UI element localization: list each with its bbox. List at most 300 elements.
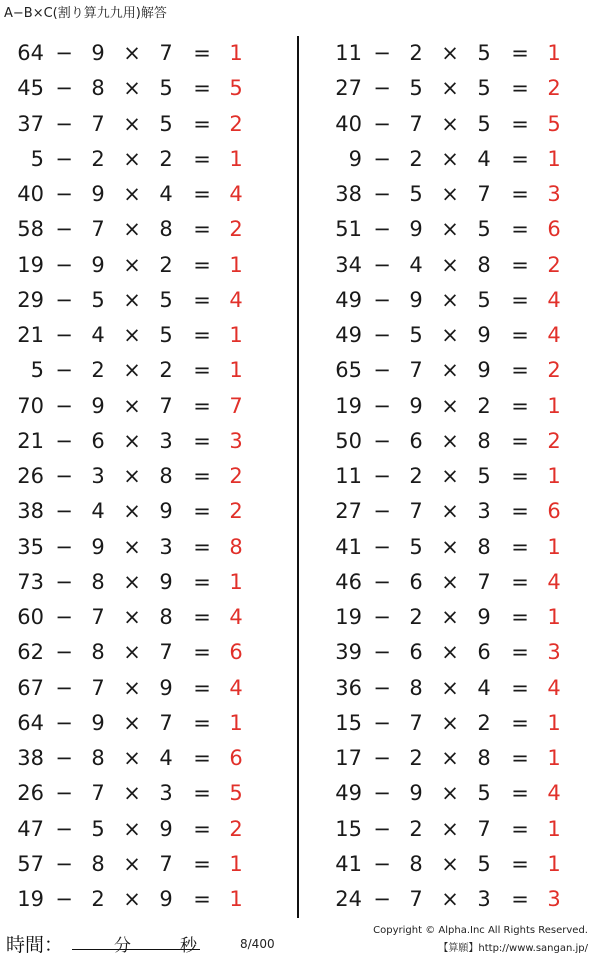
operand-a: 21 (17, 428, 44, 453)
problem-row (318, 812, 598, 847)
operand-a: 9 (348, 146, 362, 171)
operand-a: 19 (17, 252, 44, 277)
answer: 5 (547, 111, 561, 136)
times-sign: × (123, 358, 141, 383)
operand-b: 8 (91, 746, 105, 770)
operand-b: 7 (409, 499, 423, 524)
operand-b: 8 (409, 675, 423, 700)
equals-sign: = (511, 675, 529, 700)
problem-row (318, 459, 598, 494)
times-sign: × (123, 675, 141, 700)
answer: 1 (547, 464, 561, 488)
times-sign: × (441, 605, 459, 629)
times-sign: × (441, 569, 459, 594)
answer: 5 (229, 76, 243, 101)
equals-sign: = (193, 710, 211, 735)
minus-sign: − (373, 710, 391, 735)
operand-a: 73 (17, 569, 44, 594)
equals-sign: = (193, 146, 211, 171)
operand-b: 9 (91, 252, 105, 277)
minus-sign: − (373, 569, 391, 594)
operand-c: 9 (159, 675, 173, 700)
page-number: 8/400 (240, 937, 275, 951)
operand-b: 8 (91, 851, 105, 876)
operand-b: 7 (409, 358, 423, 383)
operand-c: 5 (477, 76, 491, 101)
answer: 4 (547, 781, 561, 806)
operand-a: 19 (335, 605, 362, 629)
problem-row (0, 459, 280, 494)
operand-a: 38 (335, 182, 362, 206)
operand-b: 2 (409, 464, 423, 488)
equals-sign: = (511, 287, 529, 312)
equals-sign: = (511, 41, 529, 65)
equals-sign: = (193, 781, 211, 806)
equals-sign: = (511, 358, 529, 383)
minus-sign: − (373, 217, 391, 242)
operand-a: 57 (17, 851, 44, 876)
equals-sign: = (511, 323, 529, 347)
problem-row (318, 283, 598, 318)
minus-sign: − (373, 887, 391, 911)
problem-row (318, 212, 598, 247)
operand-b: 5 (409, 323, 423, 347)
equals-sign: = (193, 217, 211, 242)
operand-b: 9 (409, 217, 423, 242)
times-sign: × (441, 76, 459, 101)
operand-a: 11 (335, 464, 362, 488)
answer: 1 (229, 323, 243, 347)
operand-c: 5 (159, 76, 173, 101)
answer: 2 (229, 464, 243, 488)
answer: 4 (229, 287, 243, 312)
answer: 4 (547, 287, 561, 312)
minus-sign: − (55, 675, 73, 700)
equals-sign: = (193, 887, 211, 911)
problem-row (318, 600, 598, 635)
operand-b: 2 (91, 887, 105, 911)
minus-sign: − (55, 816, 73, 841)
answer: 1 (229, 41, 243, 65)
operand-b: 8 (91, 640, 105, 665)
operand-c: 3 (477, 887, 491, 911)
operand-a: 49 (335, 287, 362, 312)
operand-c: 2 (159, 252, 173, 277)
operand-b: 9 (91, 41, 105, 65)
times-sign: × (441, 781, 459, 806)
operand-a: 38 (17, 746, 44, 770)
problem-row (0, 248, 280, 283)
equals-sign: = (193, 428, 211, 453)
equals-sign: = (511, 217, 529, 242)
problem-row (0, 530, 280, 565)
operand-a: 50 (335, 428, 362, 453)
times-sign: × (123, 499, 141, 524)
operand-a: 47 (17, 816, 44, 841)
times-sign: × (123, 217, 141, 242)
operand-c: 4 (159, 746, 173, 770)
problem-row (318, 142, 598, 177)
operand-c: 5 (159, 323, 173, 347)
answer: 6 (547, 499, 561, 524)
problem-row (318, 635, 598, 670)
operand-a: 24 (335, 887, 362, 911)
operand-c: 5 (477, 851, 491, 876)
answer: 2 (547, 252, 561, 277)
operand-a: 15 (335, 710, 362, 735)
minus-sign: − (373, 640, 391, 665)
answer: 1 (229, 710, 243, 735)
operand-c: 7 (159, 393, 173, 418)
equals-sign: = (193, 851, 211, 876)
operand-a: 40 (17, 182, 44, 206)
problem-row (0, 565, 280, 600)
operand-a: 49 (335, 323, 362, 347)
minus-sign: − (55, 428, 73, 453)
minus-sign: − (373, 534, 391, 559)
answer: 2 (547, 428, 561, 453)
equals-sign: = (193, 393, 211, 418)
equals-sign: = (511, 746, 529, 770)
equals-sign: = (193, 746, 211, 770)
times-sign: × (123, 816, 141, 841)
minus-sign: − (55, 182, 73, 206)
minus-sign: − (55, 217, 73, 242)
answer: 4 (229, 605, 243, 629)
times-sign: × (123, 252, 141, 277)
minus-sign: − (373, 287, 391, 312)
answer: 2 (229, 499, 243, 524)
problem-row (0, 177, 280, 212)
equals-sign: = (193, 569, 211, 594)
answer: 3 (547, 887, 561, 911)
equals-sign: = (511, 816, 529, 841)
answer: 6 (547, 217, 561, 242)
minus-sign: − (55, 76, 73, 101)
equals-sign: = (511, 851, 529, 876)
equals-sign: = (193, 640, 211, 665)
minus-sign: − (373, 746, 391, 770)
operand-c: 9 (477, 605, 491, 629)
answer: 1 (229, 569, 243, 594)
problem-row (0, 107, 280, 142)
minus-sign: − (373, 464, 391, 488)
times-sign: × (123, 710, 141, 735)
problem-row (318, 36, 598, 71)
problem-row (0, 283, 280, 318)
equals-sign: = (511, 605, 529, 629)
operand-b: 9 (91, 534, 105, 559)
copyright-text: Copyright © Alpha.Inc All Rights Reserved. (373, 925, 588, 936)
operand-b: 4 (91, 499, 105, 524)
minus-sign: − (373, 76, 391, 101)
operand-b: 2 (409, 746, 423, 770)
equals-sign: = (511, 146, 529, 171)
operand-b: 7 (409, 887, 423, 911)
operand-c: 9 (477, 323, 491, 347)
problem-row (0, 36, 280, 71)
problem-row (0, 635, 280, 670)
problem-row (318, 107, 598, 142)
minus-sign: − (55, 569, 73, 594)
times-sign: × (441, 887, 459, 911)
problem-row (0, 671, 280, 706)
operand-b: 8 (409, 851, 423, 876)
equals-sign: = (511, 76, 529, 101)
operand-b: 6 (409, 640, 423, 665)
operand-c: 5 (477, 217, 491, 242)
minus-sign: − (55, 41, 73, 65)
operand-c: 9 (159, 816, 173, 841)
operand-a: 5 (30, 358, 44, 383)
problem-row (318, 530, 598, 565)
problem-row (0, 212, 280, 247)
problem-row (318, 741, 598, 776)
operand-c: 3 (159, 781, 173, 806)
operand-a: 45 (17, 76, 44, 101)
times-sign: × (441, 323, 459, 347)
operand-b: 7 (409, 111, 423, 136)
problem-row (318, 389, 598, 424)
minus-sign: − (55, 710, 73, 735)
operand-c: 5 (159, 111, 173, 136)
equals-sign: = (511, 781, 529, 806)
answer: 2 (229, 111, 243, 136)
operand-c: 5 (159, 287, 173, 312)
times-sign: × (123, 182, 141, 206)
operand-b: 8 (91, 76, 105, 101)
times-sign: × (441, 464, 459, 488)
operand-a: 11 (335, 41, 362, 65)
operand-b: 5 (91, 287, 105, 312)
page-title: A−B×C(割り算九九用)解答 (4, 6, 167, 21)
problem-row (0, 389, 280, 424)
times-sign: × (123, 781, 141, 806)
operand-c: 2 (477, 710, 491, 735)
operand-c: 9 (477, 358, 491, 383)
times-sign: × (123, 146, 141, 171)
operand-a: 38 (17, 499, 44, 524)
problem-row (318, 177, 598, 212)
operand-c: 7 (159, 710, 173, 735)
operand-a: 36 (335, 675, 362, 700)
times-sign: × (441, 182, 459, 206)
answer: 4 (547, 569, 561, 594)
equals-sign: = (511, 252, 529, 277)
minus-sign: − (373, 41, 391, 65)
operand-c: 7 (477, 816, 491, 841)
operand-c: 8 (159, 217, 173, 242)
minutes-label: 分 (114, 936, 131, 956)
times-sign: × (123, 111, 141, 136)
answer: 7 (229, 393, 243, 418)
times-sign: × (441, 640, 459, 665)
times-sign: × (123, 41, 141, 65)
minus-sign: − (55, 393, 73, 418)
operand-c: 7 (159, 41, 173, 65)
times-sign: × (441, 816, 459, 841)
equals-sign: = (193, 358, 211, 383)
operand-b: 7 (91, 781, 105, 806)
operand-b: 7 (91, 217, 105, 242)
operand-a: 21 (17, 323, 44, 347)
operand-c: 9 (159, 569, 173, 594)
minus-sign: − (55, 464, 73, 488)
minus-sign: − (373, 146, 391, 171)
operand-a: 17 (335, 746, 362, 770)
problem-row (0, 882, 280, 917)
problem-row (0, 142, 280, 177)
operand-c: 4 (477, 146, 491, 171)
times-sign: × (123, 746, 141, 770)
operand-b: 9 (91, 710, 105, 735)
operand-b: 4 (409, 252, 423, 277)
operand-c: 2 (477, 393, 491, 418)
minus-sign: − (55, 640, 73, 665)
operand-c: 5 (477, 781, 491, 806)
minus-sign: − (55, 111, 73, 136)
operand-c: 2 (159, 358, 173, 383)
answer: 4 (229, 182, 243, 206)
minus-sign: − (55, 499, 73, 524)
problem-row (0, 706, 280, 741)
answer: 5 (229, 781, 243, 806)
operand-a: 46 (335, 569, 362, 594)
minus-sign: − (55, 323, 73, 347)
times-sign: × (441, 358, 459, 383)
operand-c: 3 (159, 534, 173, 559)
operand-a: 40 (335, 111, 362, 136)
operand-b: 6 (91, 428, 105, 453)
equals-sign: = (511, 499, 529, 524)
minus-sign: − (55, 358, 73, 383)
equals-sign: = (193, 76, 211, 101)
answer: 6 (229, 640, 243, 665)
times-sign: × (441, 710, 459, 735)
answer: 2 (547, 358, 561, 383)
times-sign: × (123, 887, 141, 911)
operand-a: 41 (335, 534, 362, 559)
problem-row (0, 318, 280, 353)
times-sign: × (441, 287, 459, 312)
operand-c: 8 (159, 605, 173, 629)
minus-sign: − (373, 675, 391, 700)
minus-sign: − (373, 781, 391, 806)
operand-a: 70 (17, 393, 44, 418)
operand-b: 6 (409, 569, 423, 594)
operand-a: 62 (17, 640, 44, 665)
operand-b: 5 (409, 534, 423, 559)
equals-sign: = (193, 252, 211, 277)
problem-row (318, 847, 598, 882)
answer: 4 (229, 675, 243, 700)
operand-b: 2 (91, 146, 105, 171)
problem-row (0, 424, 280, 459)
answer: 2 (229, 816, 243, 841)
operand-a: 65 (335, 358, 362, 383)
times-sign: × (123, 76, 141, 101)
operand-c: 7 (477, 569, 491, 594)
problem-row (318, 494, 598, 529)
answer: 4 (547, 675, 561, 700)
equals-sign: = (511, 710, 529, 735)
operand-c: 6 (477, 640, 491, 665)
right-problem-column (318, 36, 598, 917)
times-sign: × (441, 534, 459, 559)
equals-sign: = (511, 534, 529, 559)
operand-b: 8 (91, 569, 105, 594)
problem-row (0, 812, 280, 847)
operand-b: 2 (409, 146, 423, 171)
answer: 1 (229, 252, 243, 277)
problem-row (318, 424, 598, 459)
times-sign: × (123, 393, 141, 418)
operand-a: 27 (335, 499, 362, 524)
equals-sign: = (511, 569, 529, 594)
times-sign: × (123, 428, 141, 453)
operand-a: 19 (335, 393, 362, 418)
operand-a: 26 (17, 781, 44, 806)
answer: 1 (547, 534, 561, 559)
operand-a: 35 (17, 534, 44, 559)
operand-c: 2 (159, 146, 173, 171)
operand-c: 8 (477, 534, 491, 559)
operand-c: 8 (477, 428, 491, 453)
minus-sign: − (373, 816, 391, 841)
minus-sign: − (55, 534, 73, 559)
answer: 1 (547, 605, 561, 629)
times-sign: × (441, 499, 459, 524)
minus-sign: − (373, 499, 391, 524)
operand-a: 41 (335, 851, 362, 876)
problem-row (0, 494, 280, 529)
answer: 1 (229, 887, 243, 911)
equals-sign: = (511, 464, 529, 488)
operand-a: 64 (17, 710, 44, 735)
answer: 3 (547, 182, 561, 206)
minus-sign: − (373, 851, 391, 876)
minus-sign: − (55, 781, 73, 806)
operand-c: 4 (477, 675, 491, 700)
minus-sign: − (373, 605, 391, 629)
answer: 1 (547, 851, 561, 876)
operand-a: 49 (335, 781, 362, 806)
answer: 1 (547, 146, 561, 171)
operand-b: 9 (91, 182, 105, 206)
problem-row (0, 600, 280, 635)
operand-a: 64 (17, 41, 44, 65)
answer: 3 (229, 428, 243, 453)
minus-sign: − (373, 428, 391, 453)
operand-c: 5 (477, 41, 491, 65)
column-divider (297, 36, 299, 918)
seconds-label: 秒 (180, 936, 197, 956)
times-sign: × (441, 111, 459, 136)
minus-sign: − (373, 358, 391, 383)
times-sign: × (441, 675, 459, 700)
answer: 3 (547, 640, 561, 665)
answer: 2 (229, 217, 243, 242)
operand-b: 5 (409, 76, 423, 101)
problem-row (0, 776, 280, 811)
equals-sign: = (511, 393, 529, 418)
operand-b: 9 (409, 393, 423, 418)
operand-c: 8 (477, 252, 491, 277)
times-sign: × (123, 323, 141, 347)
operand-a: 27 (335, 76, 362, 101)
equals-sign: = (511, 111, 529, 136)
operand-a: 39 (335, 640, 362, 665)
